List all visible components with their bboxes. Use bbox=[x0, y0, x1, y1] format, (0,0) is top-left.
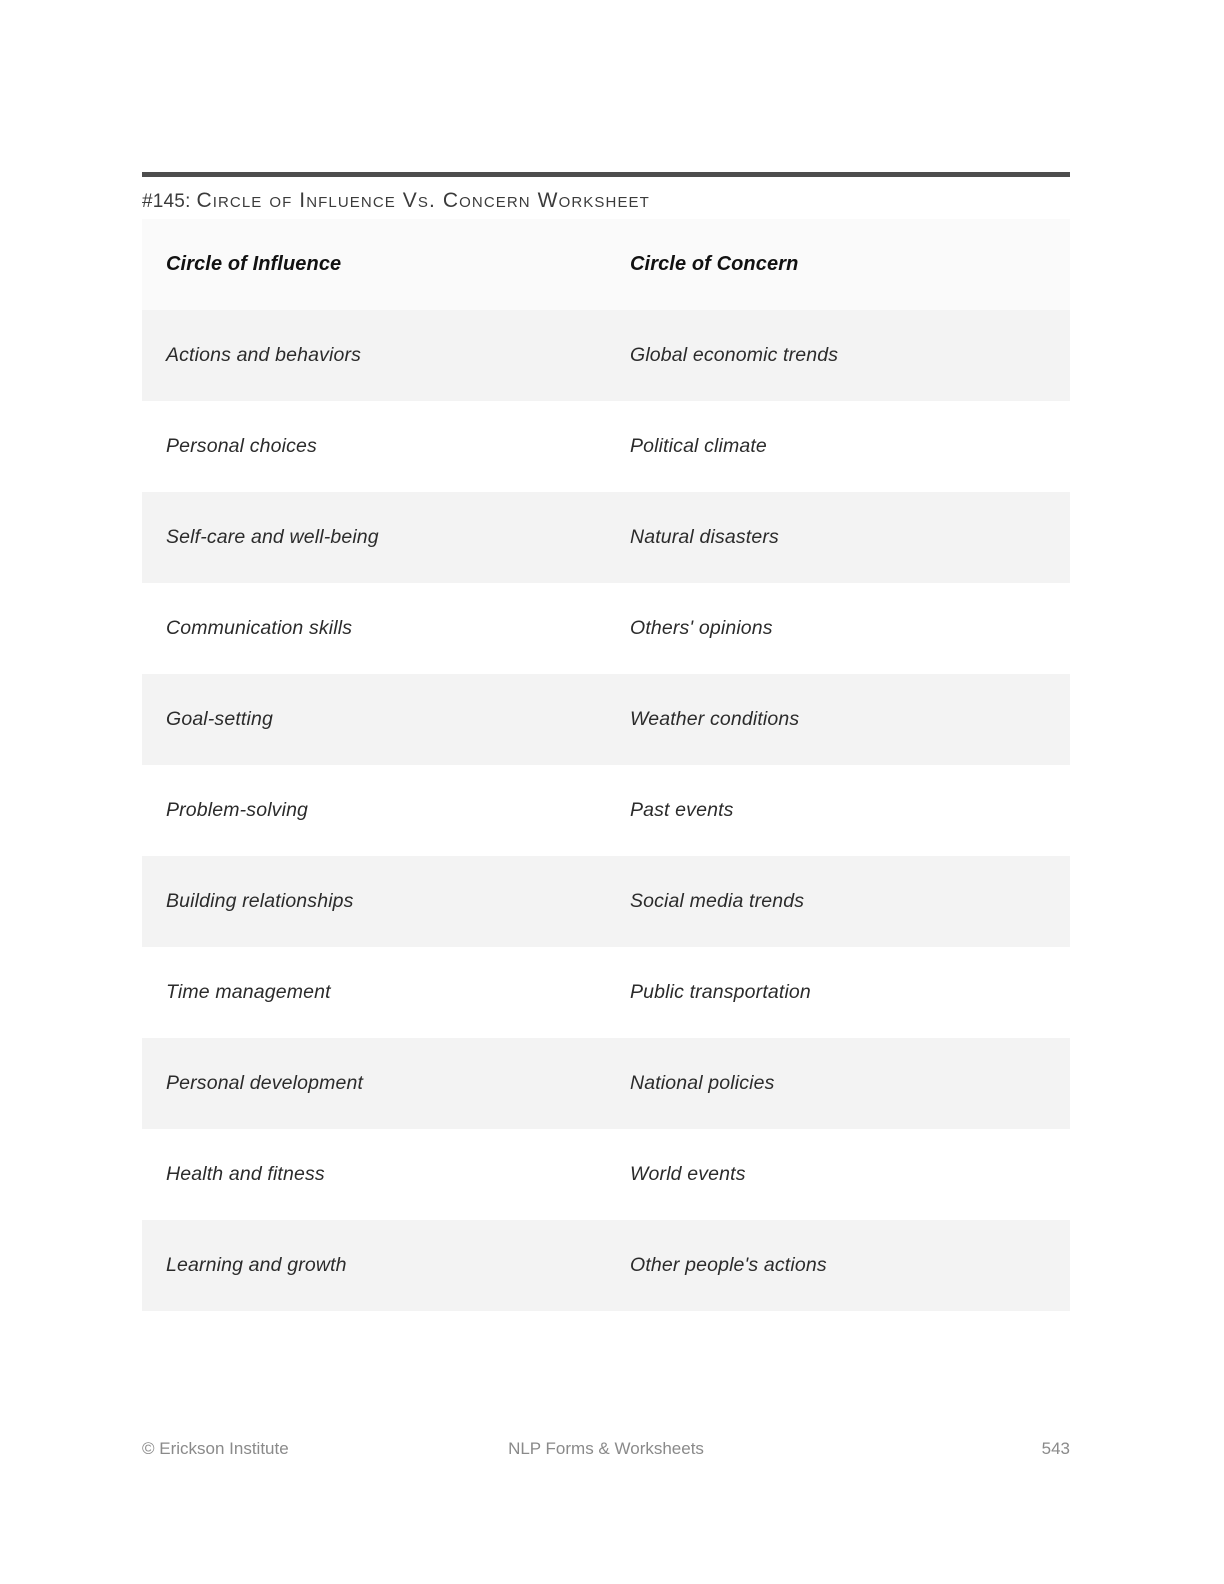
cell-influence: Health and fitness bbox=[166, 1163, 325, 1185]
table-row bbox=[142, 1220, 1070, 1311]
cell-concern: Past events bbox=[630, 799, 734, 821]
table-row bbox=[142, 674, 1070, 765]
page-title bbox=[142, 189, 1070, 214]
cell-influence: Learning and growth bbox=[166, 1254, 347, 1276]
cell-influence: Goal-setting bbox=[166, 708, 273, 730]
table-header-row bbox=[142, 219, 1070, 310]
worksheet-table bbox=[142, 219, 1070, 1311]
footer-document-name: NLP Forms & Worksheets bbox=[508, 1439, 704, 1458]
page-title-heading: Circle of Influence Vs. Concern Worksheet bbox=[196, 189, 650, 212]
page-title-number: #145: bbox=[142, 191, 191, 212]
cell-influence: Actions and behaviors bbox=[166, 344, 362, 366]
cell-concern: National policies bbox=[630, 1072, 775, 1094]
cell-influence: Self-care and well-being bbox=[166, 526, 379, 548]
cell-concern: Global economic trends bbox=[630, 344, 839, 366]
cell-concern: Weather conditions bbox=[630, 708, 800, 730]
footer-copyright: © Erickson Institute bbox=[142, 1439, 289, 1458]
table-row bbox=[142, 856, 1070, 947]
table-row bbox=[142, 1038, 1070, 1129]
table-row bbox=[142, 492, 1070, 583]
cell-concern: Natural disasters bbox=[630, 526, 779, 548]
table-row bbox=[142, 947, 1070, 1038]
column-header-influence: Circle of Influence bbox=[166, 253, 342, 275]
table-row bbox=[142, 401, 1070, 492]
cell-influence: Building relationships bbox=[166, 890, 354, 912]
cell-concern: Others' opinions bbox=[630, 617, 773, 639]
cell-concern: Other people's actions bbox=[630, 1254, 827, 1276]
page-footer bbox=[142, 1436, 1070, 1462]
cell-concern: Public transportation bbox=[630, 981, 811, 1003]
table-row bbox=[142, 1129, 1070, 1220]
cell-concern: World events bbox=[630, 1163, 746, 1185]
table-row bbox=[142, 583, 1070, 674]
page-header bbox=[142, 172, 1070, 214]
cell-influence: Personal choices bbox=[166, 435, 317, 457]
column-header-concern: Circle of Concern bbox=[630, 253, 799, 275]
cell-influence: Problem-solving bbox=[166, 799, 309, 821]
cell-influence: Communication skills bbox=[166, 617, 353, 639]
cell-concern: Political climate bbox=[630, 435, 767, 457]
cell-influence: Time management bbox=[166, 981, 331, 1003]
cell-influence: Personal development bbox=[166, 1072, 364, 1094]
header-rule bbox=[142, 172, 1070, 177]
table-row bbox=[142, 765, 1070, 856]
table-body bbox=[142, 310, 1070, 1311]
footer-page-number: 543 bbox=[1041, 1439, 1070, 1458]
cell-concern: Social media trends bbox=[630, 890, 805, 912]
table-row bbox=[142, 310, 1070, 401]
table-header bbox=[142, 219, 1070, 310]
